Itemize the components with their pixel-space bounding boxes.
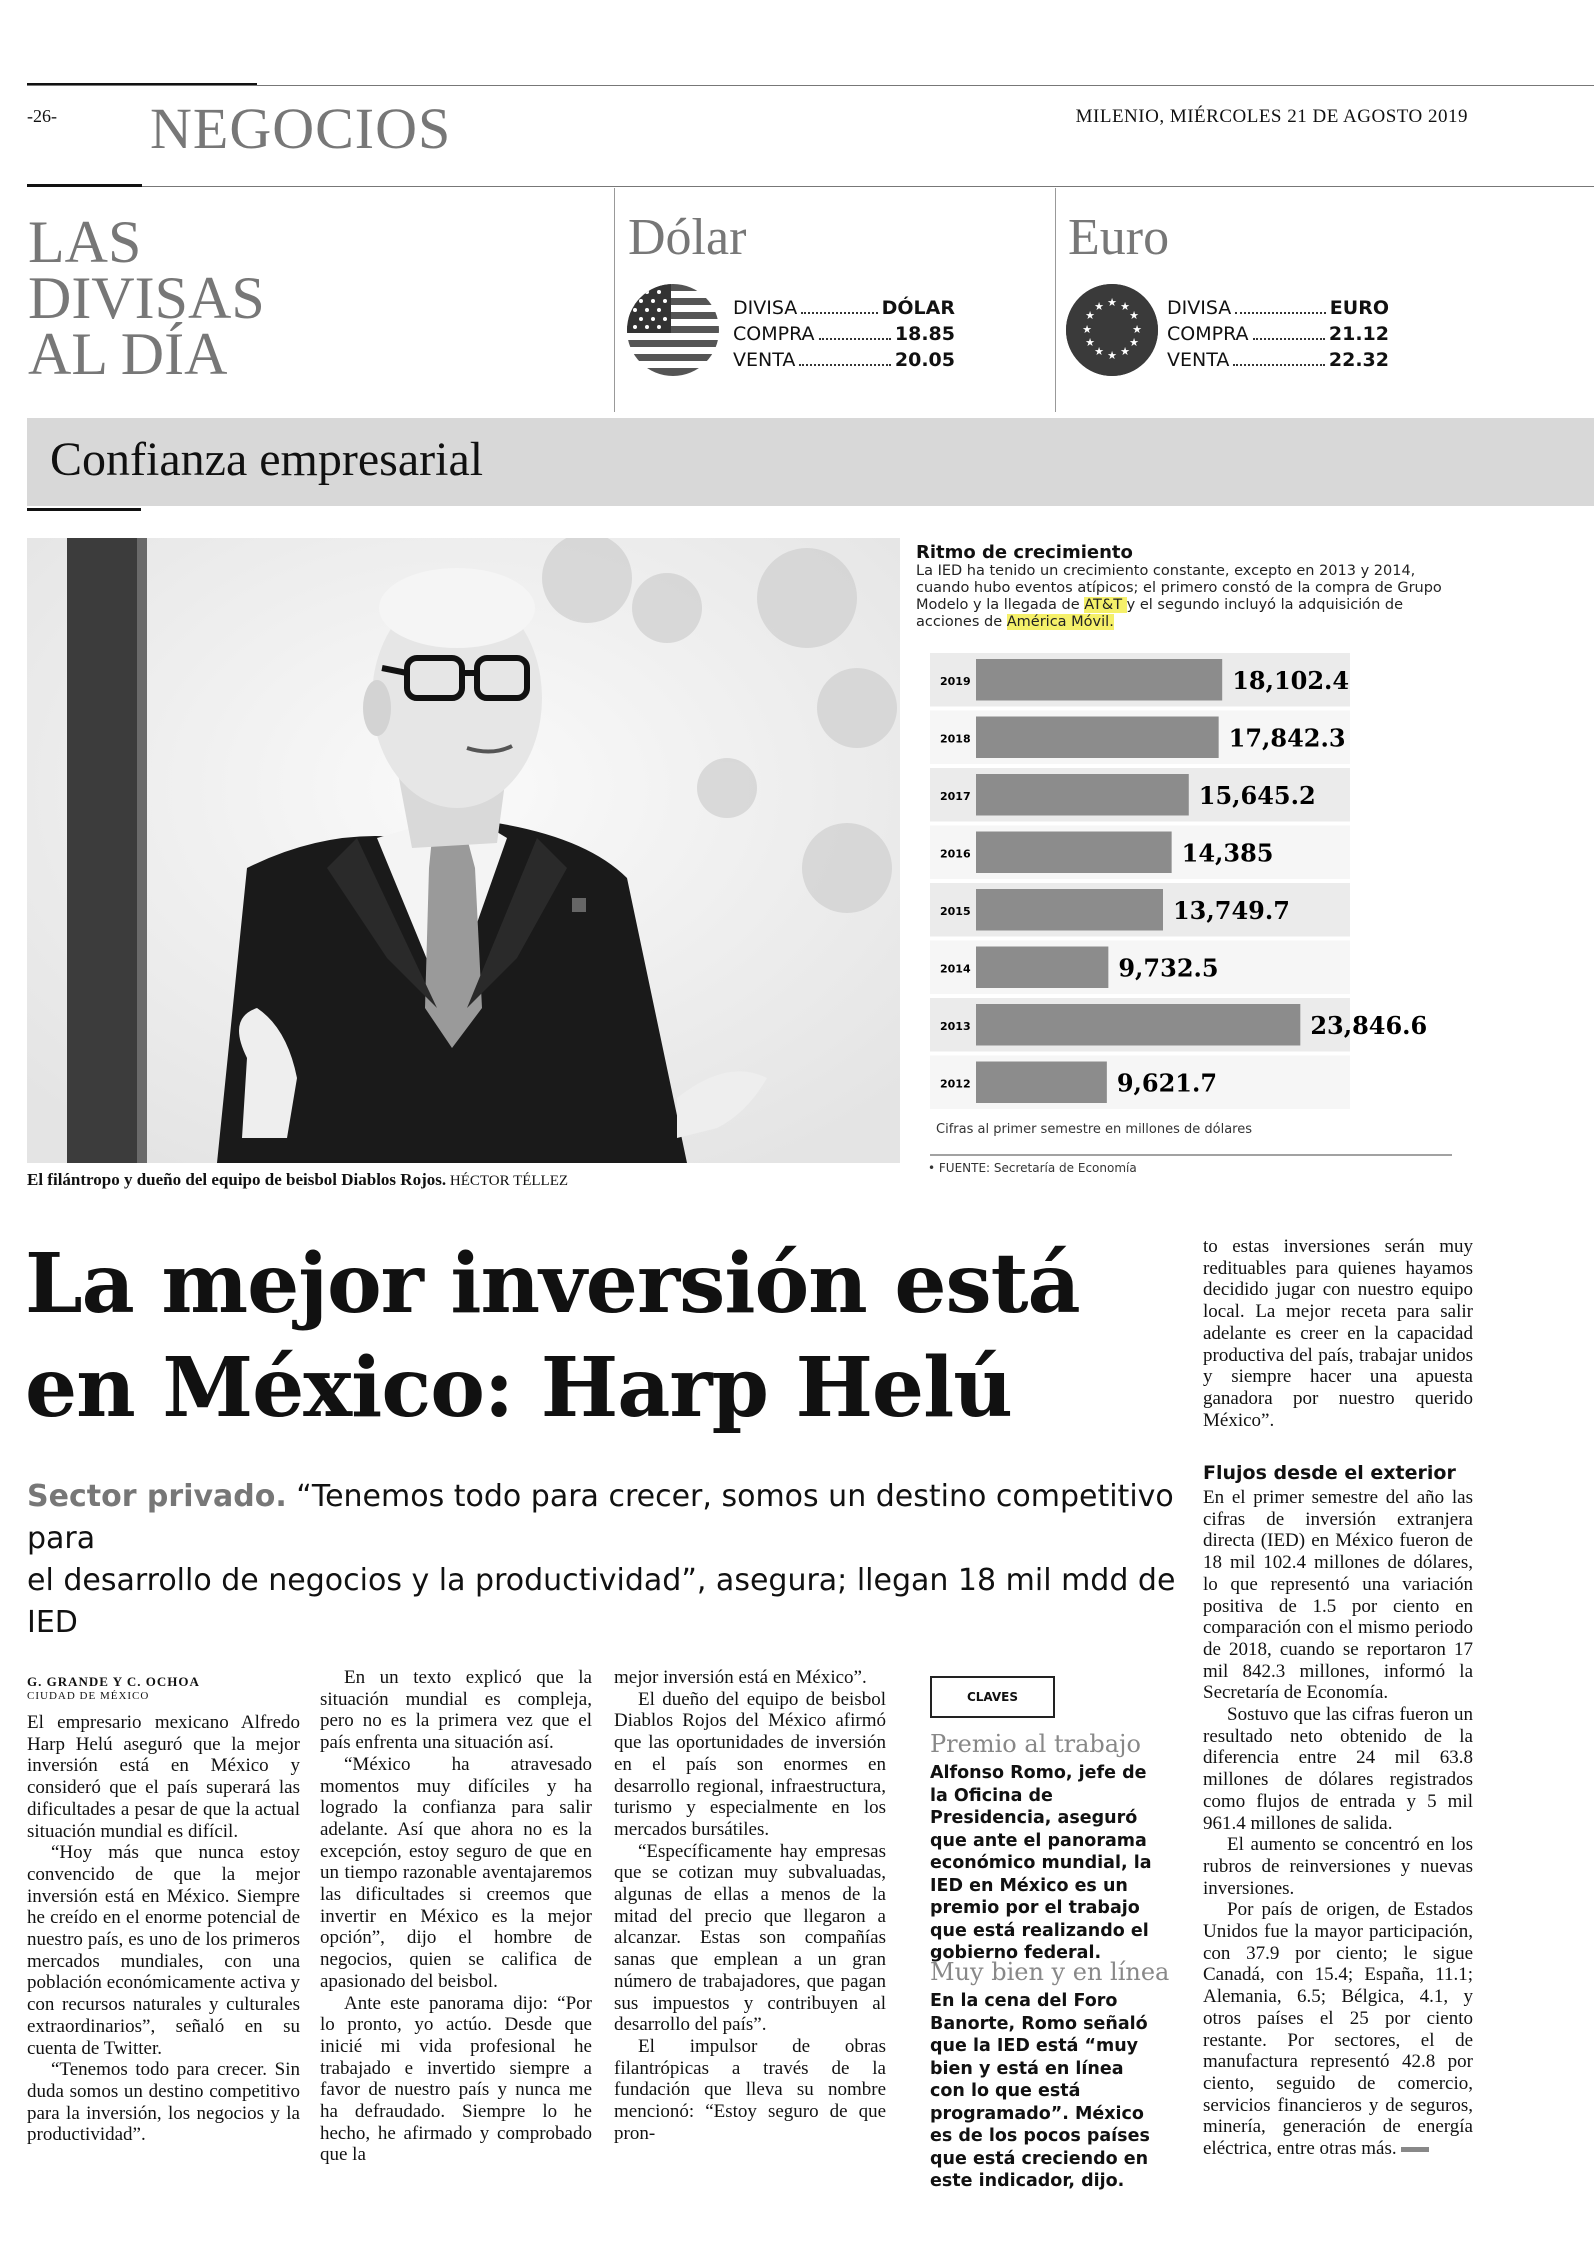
currency-divider: [614, 188, 615, 412]
publication-date: MILENIO, MIÉRCOLES 21 DE AGOSTO 2019: [1075, 106, 1468, 127]
article-deck: [27, 1476, 1187, 1644]
chart-category-label: 2018: [940, 732, 971, 746]
divisas-title-line: LAS: [28, 209, 142, 275]
article-headline: [25, 1232, 1185, 1440]
chart-value-label: 18,102.4: [1232, 665, 1350, 695]
svg-text:★: ★: [1107, 296, 1117, 309]
currency-divider: [1055, 188, 1056, 412]
paragraph: “México ha atravesado momentos muy difíciles y ha logrado la confianza para salir adelante. Así que ahora no es la excepción, estoy seguro de que en un tiempo razonable aventajaremos las dificultades si creemos que invertir en México es la mejor opción”, dijo el hombre de negocios, quien se califica de apasionado del beisbol.: [320, 1753, 592, 1992]
svg-text:★: ★: [1120, 345, 1130, 358]
svg-text:★: ★: [1132, 323, 1142, 336]
chart-value-label: 15,645.2: [1198, 780, 1316, 810]
paragraph: En un texto explicó que la situación mundial es compleja, pero no es la primera vez que el país enfrenta una situación así.: [320, 1667, 592, 1754]
chart-description: [916, 563, 1456, 631]
rate-value: DÓLAR: [881, 297, 955, 319]
paragraph: [1203, 1899, 1473, 2159]
chart-category-label: 2015: [940, 904, 971, 918]
chart-svg: [916, 644, 1452, 1156]
divisas-title-line: AL DÍA: [28, 321, 228, 387]
svg-text:★: ★: [1085, 336, 1095, 349]
chart-value-label: 9,621.7: [1116, 1068, 1218, 1098]
headline-line: La mejor inversión está: [25, 1236, 1080, 1332]
end-mark: [1401, 2147, 1429, 2152]
deck-lead: Sector privado.: [27, 1479, 287, 1514]
page-number: -26-: [27, 106, 57, 126]
paragraph: “Específicamente hay empresas que se cotizan muy subvaluadas, algunas de ellas a menos de la mitad del precio que llegaron a alcanzar. Estas son compañías sanas que emplean a un gran número de trabajadores, que pagan sus impuestos y contribuyen al desarrollo del país”.: [614, 1840, 886, 2036]
svg-text:★: ★: [1094, 300, 1104, 313]
chart-bar: [976, 889, 1163, 931]
chart-desc-highlight: AT&T: [1084, 597, 1127, 613]
eu-flag-icon: [1066, 284, 1158, 376]
divisas-title: [28, 209, 328, 387]
paragraph: El aumento se concentró en los rubros de reinversiones y nuevas inversiones.: [1203, 1834, 1473, 1899]
rate-label: VENTA: [1167, 349, 1230, 371]
header-bottom-rule-accent: [27, 184, 142, 187]
deck-text: “Tenemos todo para crecer, somos un destino competitivo para: [27, 1479, 1174, 1556]
paragraph-text: Por país de origen, de Estados Unidos fue la mayor participación, con 37.9 por ciento; le sigue Canadá, con 15.4; España, 11.1; Alemania, 6.5; Bélgica, 4.1, y otros países el 25 por ciento restante. Por sectores, el de manufactura representó 42.8 por ciento, seguido de comercio, servicios financieros y de seguros, minería, generación de energía eléctrica, entre otras más.: [1203, 1899, 1473, 2160]
article-column-5: [1203, 1487, 1473, 2160]
svg-text:★: ★: [1094, 345, 1104, 358]
chart-category-label: 2017: [940, 789, 971, 803]
claves-item-heading: Muy bien y en línea: [930, 1958, 1170, 1986]
rate-value: 20.05: [894, 349, 955, 371]
chart-bar: [976, 774, 1189, 816]
paragraph: mejor inversión está en México”.: [614, 1667, 867, 1688]
byline: G. GRANDE Y C. OCHOA: [27, 1674, 200, 1689]
chart-value-label: 13,749.7: [1172, 895, 1290, 925]
paragraph: El impulsor de obras filantrópicas a través de la fundación que lleva su nombre mencionó: “Estoy seguro de que pron-: [614, 2035, 886, 2144]
paragraph: “Hoy más que nunca estoy convencido de que la mejor inversión está en México. Siempre he creído en el enorme potencial de nuestro país, es uno de los primeros mercados mundiales, con una población económicamente activa y con recursos naturales y culturales extraordinarios”, señaló en su cuenta de Twitter.: [27, 1842, 300, 2059]
rate-row: [733, 295, 955, 321]
claves-item-text: En la cena del Foro Banorte, Romo señaló que la IED está “muy bien y está en línea con lo que está programado”. México es de los pocos países que está creciendo en este indicador, dijo.: [930, 1991, 1150, 2191]
paragraph: Ante este panorama dijo: “Por lo pronto, yo actúo. Desde que inicié mi vida profesional he trabajado e invertido siempre a favor de nuestro país y nunca me ha defraudado. Siempre lo he hecho, he afirmado y comprobado que la: [320, 1992, 592, 2166]
chart-desc-highlight: América Móvil.: [1006, 614, 1114, 630]
photo-caption: [27, 1170, 568, 1190]
claves-item-text: Alfonso Romo, jefe de la Oficina de Presidencia, aseguró que ante el panorama económico mundial, la IED en México es un premio por el trabajo que está realizando el gobierno federal.: [930, 1763, 1152, 1963]
rate-label: COMPRA: [733, 323, 815, 345]
caption-credit: HÉCTOR TÉLLEZ: [446, 1173, 569, 1189]
dolar-rates-table: [733, 295, 955, 373]
paragraph: El empresario mexicano Alfredo Harp Helú aseguró que la mejor inversión está en México y consideró que el país superará las dificultades a pesar de que la actual situación mundial es difícil.: [27, 1712, 300, 1842]
chart-category-label: 2014: [940, 962, 971, 976]
chart-bar: [976, 832, 1172, 874]
paragraph: to estas inversiones serán muy redituables para quienes hayamos decidido jugar con nuestro equipo local. La mejor receta para salir adelante es creer en la capacidad productiva del país, trabajar unidos y siempre hacer una apuesta ganadora por nuestro querido México”.: [1203, 1236, 1473, 1431]
chart-desc-text: La IED ha tenido un crecimiento constante, excepto en 2013 y 2014, cuando hubo eventos atípicos; el primero constó de la compra de Grupo Modelo y la llegada de: [916, 563, 1442, 613]
rate-label: COMPRA: [1167, 323, 1249, 345]
chart-value-label: 9,732.5: [1118, 953, 1219, 983]
svg-text:★: ★: [1082, 323, 1092, 336]
deck-line: [27, 1476, 1187, 1560]
rate-row: [1167, 295, 1389, 321]
article-column-1: [27, 1712, 300, 2146]
chart-value-label: 23,846.6: [1310, 1010, 1428, 1040]
rate-label: DIVISA: [1167, 297, 1232, 319]
rate-value: 22.32: [1328, 349, 1389, 371]
chart-note: Cifras al primer semestre en millones de dólares: [936, 1122, 1252, 1137]
svg-text:★: ★: [1129, 336, 1139, 349]
claves-item-heading: Premio al trabajo: [930, 1730, 1141, 1758]
us-flag-icon: [627, 284, 719, 376]
caption-text: El filántropo y dueño del equipo de beisbol Diablos Rojos.: [27, 1170, 447, 1189]
chart-bar: [976, 947, 1108, 989]
section-title: NEGOCIOS: [150, 96, 452, 161]
rate-row: [733, 347, 955, 373]
rate-value: 21.12: [1328, 323, 1389, 345]
dolar-title: Dólar: [628, 209, 747, 266]
rate-row: [1167, 321, 1389, 347]
rate-row: [733, 321, 955, 347]
article-column-2: [320, 1667, 592, 2166]
euro-rates-table: [1167, 295, 1389, 373]
chart-bar: [976, 1062, 1107, 1104]
chart-title: Ritmo de crecimiento: [916, 542, 1133, 563]
paragraph: El dueño del equipo de beisbol Diablos Rojos del México afirmó que las oportunidades de inversión en el país son enormes en desarrollo regional, infraestructura, turismo y especialmente en los mercados bursátiles.: [614, 1688, 886, 1840]
article-column-5-top: [1203, 1236, 1473, 1431]
chart-bar: [976, 1004, 1300, 1046]
article-subheading: Flujos desde el exterior: [1203, 1462, 1456, 1484]
chart-value-label: 17,842.3: [1228, 723, 1346, 753]
claves-label: CLAVES: [930, 1676, 1055, 1718]
chart-bar: [976, 717, 1219, 759]
article-column-3: [614, 1667, 886, 2144]
chart-category-label: 2016: [940, 847, 971, 861]
dateline: CIUDAD DE MÉXICO: [27, 1690, 150, 1702]
divisas-title-line: DIVISAS: [28, 265, 265, 331]
svg-text:★: ★: [1129, 309, 1139, 322]
deck-line: el desarrollo de negocios y la productividad”, asegura; llegan 18 mil mdd de IED: [27, 1563, 1176, 1640]
svg-text:★: ★: [1085, 309, 1095, 322]
rate-value: EURO: [1329, 297, 1389, 319]
header-rule: [27, 85, 1594, 86]
chart-bar: [976, 659, 1222, 701]
chart-desc-text: y el segundo incluyó la adquisición de acciones de: [916, 597, 1404, 630]
chart-category-label: 2012: [940, 1077, 971, 1091]
rate-label: DIVISA: [733, 297, 798, 319]
section-band-title: Confianza empresarial: [50, 433, 484, 486]
section-band-rule: [27, 508, 141, 511]
chart-category-label: 2019: [940, 674, 971, 688]
article-photo: [27, 538, 900, 1163]
headline-line: en México: Harp Helú: [25, 1340, 1012, 1436]
euro-title: Euro: [1068, 209, 1170, 266]
rate-row: [1167, 347, 1389, 373]
paragraph: En el primer semestre del año las cifras de inversión extranjera directa (IED) en México fueron de 18 mil 102.4 millones de dólares, lo que representó una variación positiva de 1.5 por ciento en comparación con el mismo periodo de 2018, cuando se reportaron 17 mil 842.3 millones, informó la Secretaría de Economía.: [1203, 1487, 1473, 1704]
ied-bar-chart: [916, 644, 1452, 1156]
svg-text:★: ★: [1107, 349, 1117, 362]
rate-value: 18.85: [894, 323, 955, 345]
chart-source: • FUENTE: Secretaría de Economía: [928, 1161, 1137, 1175]
chart-category-label: 2013: [940, 1019, 971, 1033]
header-bottom-rule: [27, 186, 1594, 187]
rate-label: VENTA: [733, 349, 796, 371]
paragraph: Sostuvo que las cifras fueron un resultado neto obtenido de la diferencia entre 24 mil 63.8 millones de dólares registrados como flujos de entrada y 5 mil 961.4 millones de salida.: [1203, 1704, 1473, 1834]
paragraph: “Tenemos todo para crecer. Sin duda somos un destino competitivo para la inversión, los negocios y la productividad”.: [27, 2059, 300, 2146]
svg-text:★: ★: [1120, 300, 1130, 313]
chart-value-label: 14,385: [1181, 838, 1274, 868]
